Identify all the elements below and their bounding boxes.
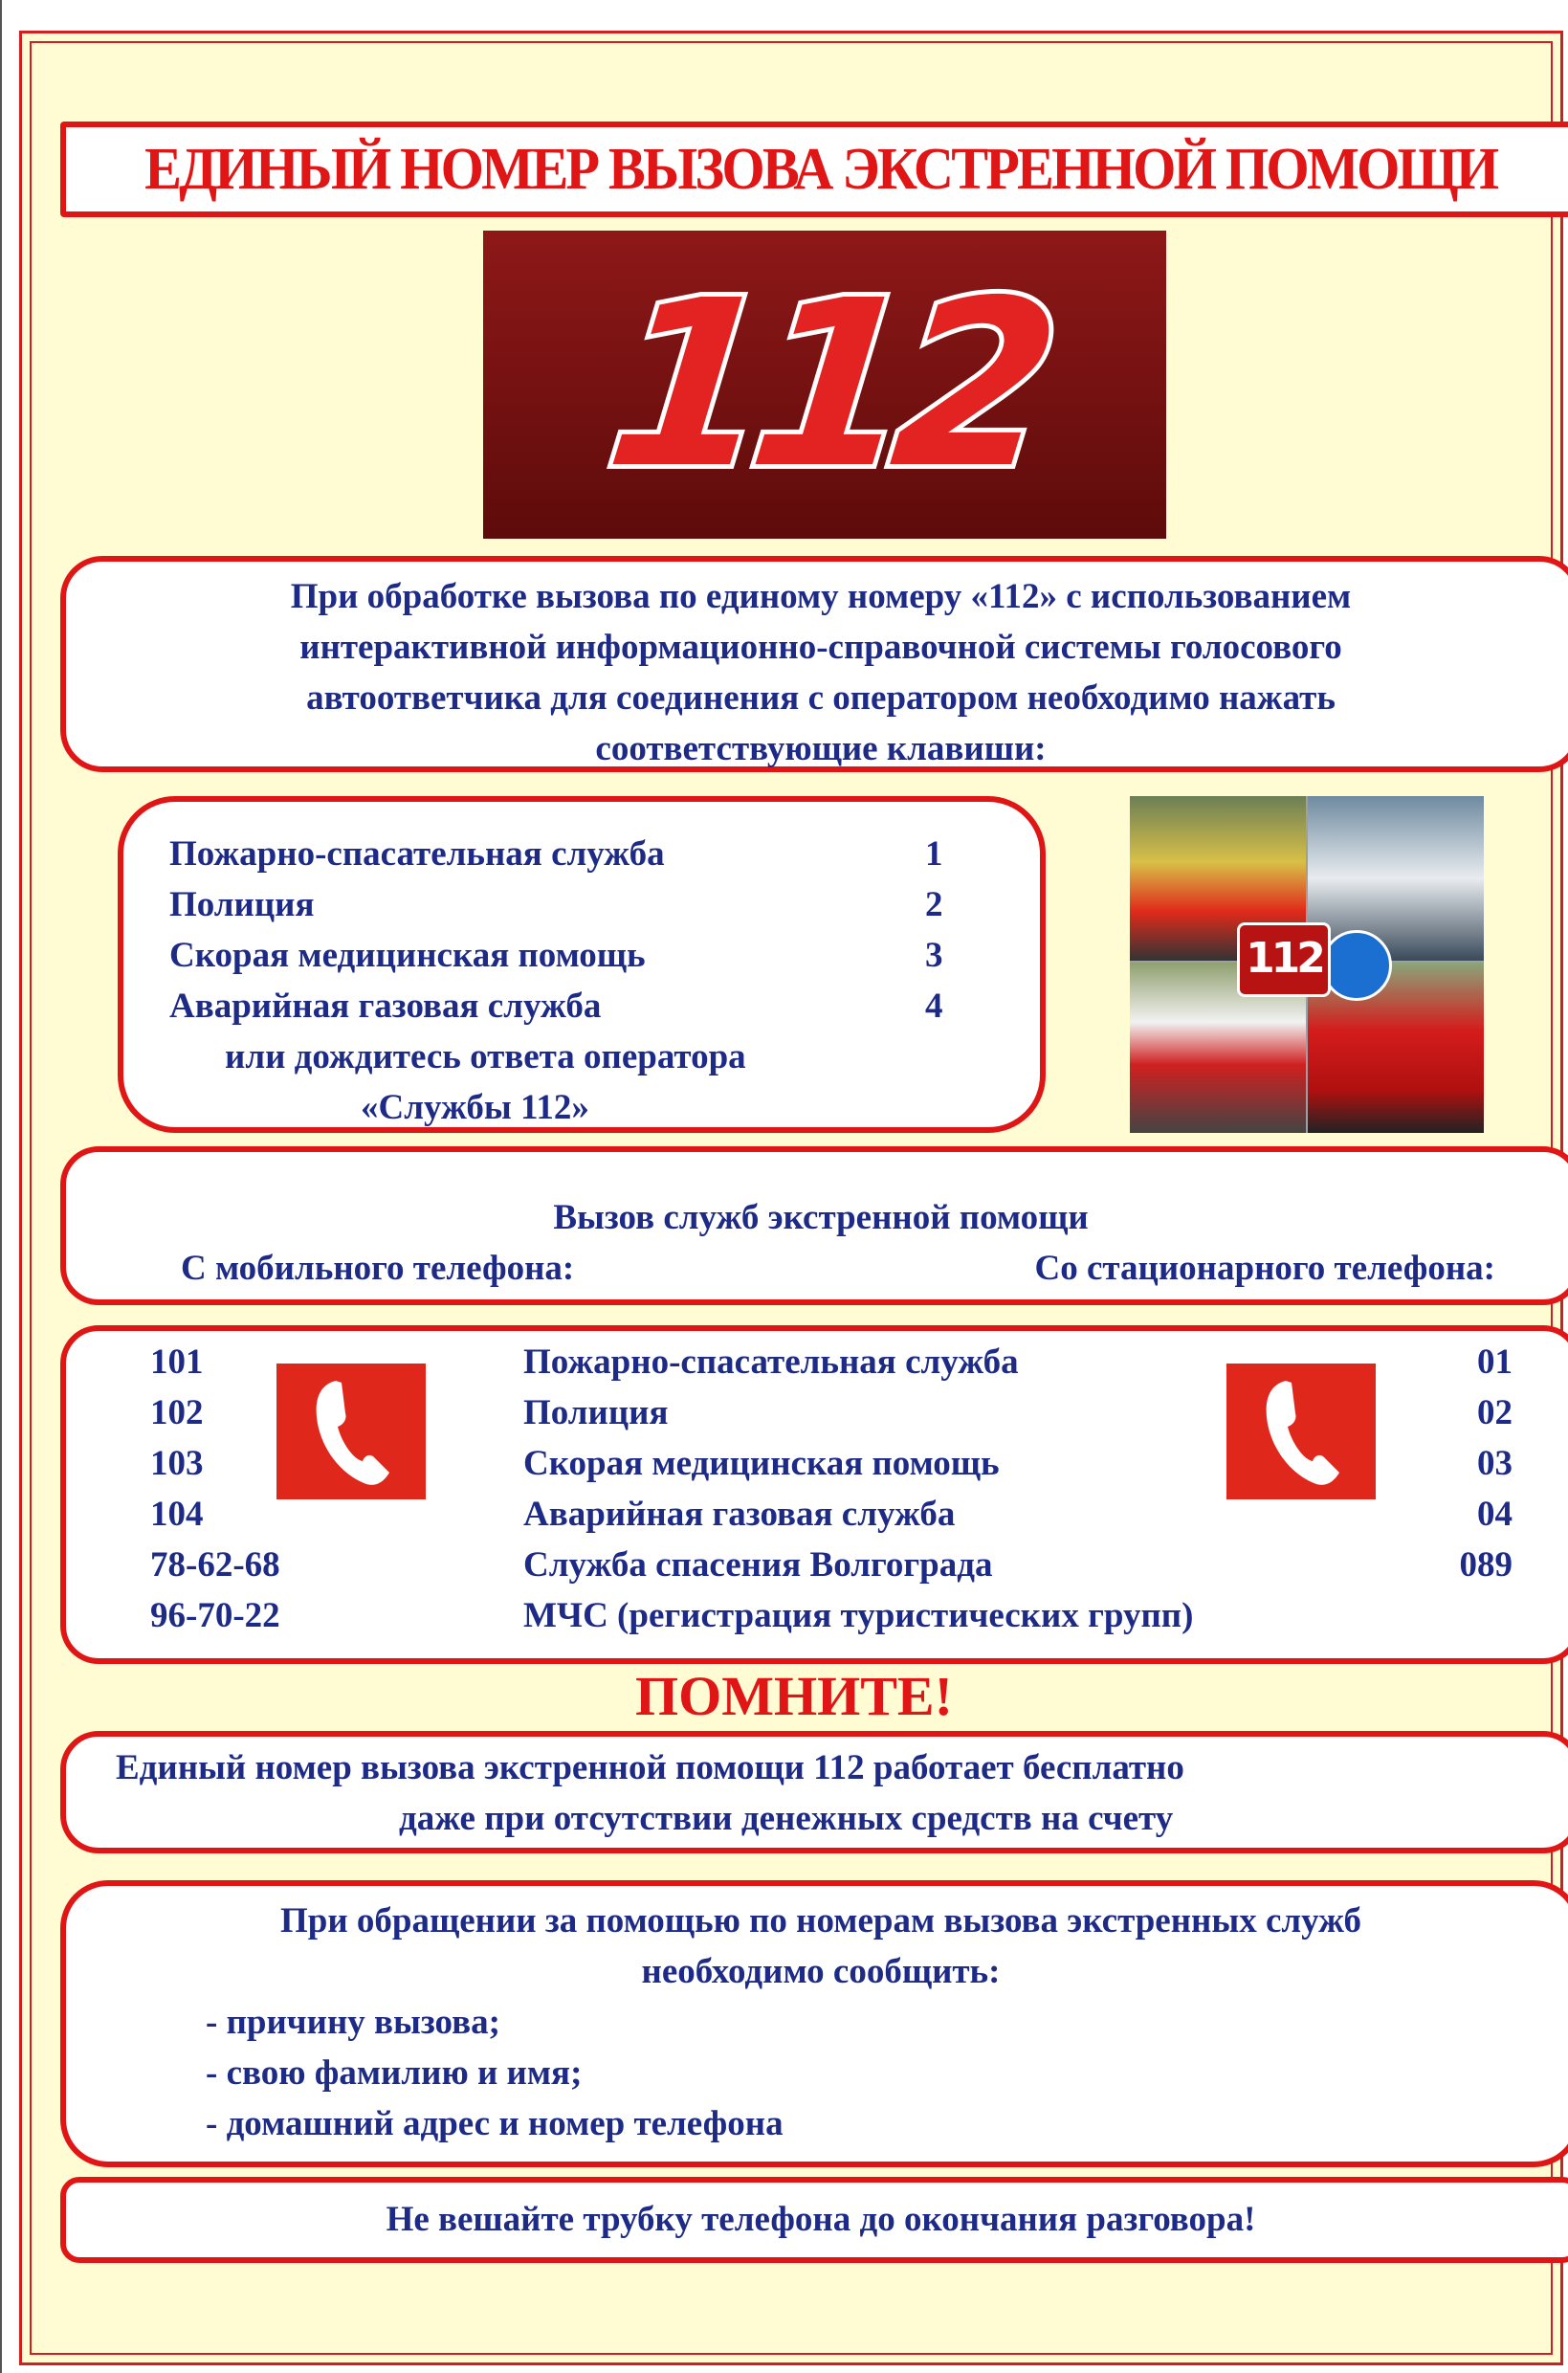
report-item: - причину вызова; [206, 2003, 500, 2042]
logo-text: 112 [596, 251, 1053, 519]
call-box [60, 1146, 1568, 1305]
intro-line: интерактивной информационно-справочной системы голосового [299, 628, 1342, 667]
service-row [66, 1590, 1568, 1641]
call-labels [66, 1243, 1568, 1294]
key-digit: 2 [925, 885, 943, 924]
key-row [169, 879, 983, 930]
sign-icon [1321, 930, 1392, 1001]
key-row [169, 981, 983, 1031]
page-edge-rule [0, 0, 2, 2373]
free-line: Единый номер вызова экстренной помощи 112 работает бесплатно [116, 1748, 1184, 1787]
mobile-number: 78-62-68 [150, 1545, 280, 1585]
service-name: Полиция [523, 1393, 669, 1432]
key-row [169, 930, 983, 981]
emergency-vehicles-photo [1130, 796, 1484, 1133]
intro-line: соответствующие клавиши: [595, 729, 1047, 768]
phone-handset-icon [276, 1364, 426, 1499]
service-name: МЧС (регистрация туристических групп) [523, 1596, 1194, 1635]
report-box [60, 1880, 1568, 2167]
keys-box [118, 796, 1046, 1133]
key-digit: 1 [925, 834, 943, 874]
header-box [60, 122, 1568, 217]
key-digit: 4 [925, 987, 943, 1026]
key-service-name: Скорая медицинская помощь [169, 936, 646, 975]
phone-handset-icon [1226, 1364, 1376, 1499]
free-line: даже при отсутствии денежных средств на счету [399, 1799, 1174, 1838]
wait-line: «Службы 112» [361, 1088, 589, 1127]
mobile-label: С мобильного телефона: [181, 1249, 575, 1288]
mobile-number: 103 [150, 1444, 204, 1483]
mobile-number: 102 [150, 1393, 204, 1432]
mobile-number: 96-70-22 [150, 1596, 280, 1635]
landline-number: 04 [1477, 1495, 1513, 1534]
final-warning: Не вешайте трубку телефона до окончания разговора! [386, 2200, 1256, 2239]
landline-number: 089 [1459, 1545, 1513, 1585]
free-call-box [60, 1731, 1568, 1853]
key-service-name: Полиция [169, 885, 315, 924]
key-digit: 3 [925, 936, 943, 975]
landline-number: 02 [1477, 1393, 1513, 1432]
service-name: Служба спасения Волгограда [523, 1545, 993, 1585]
report-item: - домашний адрес и номер телефона [206, 2104, 784, 2143]
services-box [60, 1325, 1568, 1664]
police-car-photo [1308, 796, 1484, 961]
key-service-name: Пожарно-спасательная служба [169, 834, 665, 874]
final-warning-box [60, 2177, 1568, 2263]
photo-112-badge: 112 [1237, 922, 1331, 997]
key-row [169, 829, 983, 879]
intro-line: автоответчика для соединения с оператором необходимо нажать [306, 678, 1336, 718]
poster [19, 31, 1563, 2365]
mobile-number: 104 [150, 1495, 204, 1534]
mobile-number: 101 [150, 1342, 204, 1382]
landline-number: 01 [1477, 1342, 1513, 1382]
main-title: ЕДИНЫЙ НОМЕР ВЫЗОВА ЭКСТРЕННОЙ ПОМОЩИ [144, 136, 1497, 202]
wait-line: или дождитесь ответа оператора [225, 1037, 746, 1076]
landline-label: Со стационарного телефона: [1034, 1249, 1495, 1288]
service-name: Пожарно-спасательная служба [523, 1342, 1019, 1382]
intro-box [60, 556, 1568, 772]
logo-112 [483, 231, 1166, 539]
service-row [66, 1540, 1568, 1590]
service-name: Аварийная газовая служба [523, 1495, 956, 1534]
service-name: Скорая медицинская помощь [523, 1444, 1000, 1483]
landline-number: 03 [1477, 1444, 1513, 1483]
report-intro: При обращении за помощью по номерам вызова экстренных служб [279, 1901, 1362, 1941]
call-title: Вызов служб экстренной помощи [553, 1198, 1089, 1237]
key-service-name: Аварийная газовая служба [169, 987, 602, 1026]
report-item: - свою фамилию и имя; [206, 2053, 583, 2093]
intro-line: При обработке вызова по единому номеру «112» с использованием [290, 577, 1352, 616]
remember-heading: ПОМНИТЕ! [635, 1665, 953, 1727]
report-intro: необходимо сообщить: [641, 1952, 1001, 1991]
